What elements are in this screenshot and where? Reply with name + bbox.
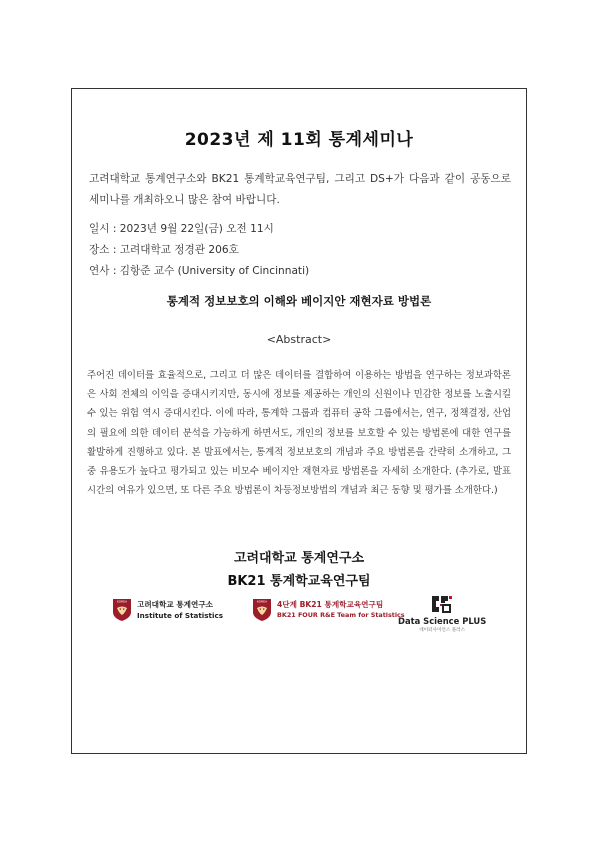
organizer-line-2: BK21 통계학교육연구팀 [227, 574, 371, 589]
bk21-team-logo [252, 599, 405, 621]
bk21-name-en: BK21 FOUR R&E Team for Statistics [277, 611, 405, 619]
korea-univ-tiger-crest-icon [112, 599, 132, 621]
korea-univ-tiger-crest-icon [252, 599, 272, 621]
ios-name-ko: 고려대학교 통계연구소 [137, 600, 213, 609]
ds-name-ko: 데이터사이언스 플러스 [419, 628, 466, 633]
intro-paragraph: 고려대학교 통계연구소와 BK21 통계학교육연구팀, 그리고 DS+가 다음과 같이 공동으로 세미나를 개최하오니 많은 참여 바랍니다. [89, 173, 511, 206]
notice-frame [71, 88, 527, 754]
bk21-name-ko: 4단계 BK21 통계학교육연구팀 [277, 600, 384, 609]
data-science-plus-logo [398, 594, 486, 633]
abstract-heading: <Abstract> [266, 333, 332, 346]
place-line: 장소 : 고려대학교 정경관 206호 [89, 244, 239, 256]
date-line: 일시 : 2023년 9월 22일(금) 오전 11시 [89, 223, 274, 235]
ios-name-en: Institute of Statistics [137, 611, 223, 620]
ds-plus-mark-icon [430, 594, 454, 614]
institute-of-statistics-logo [112, 599, 223, 621]
abstract-body: 주어진 데이터를 효율적으로, 그리고 더 많은 데이터를 결합하여 이용하는 방법을 연구하는 정보과학론은 사회 전체의 이익을 증대시키지만, 동시에 정보를 제공하는 개인의 신원이나 민감한 정보를 노출시킬 수 있는 위험 역시 증대시킨다. 이에 따라, 통계학 그룹과 컴퓨터 공학 그룹에서는, 연구, 정책결정, 산업의 필요에 의한 데이터 분석을 가능하게 하면서도, 개인의 정보를 보호할 수 있는 방법론에 대한 연구를 활발하게 진행하고 있다. 본 발표에서는, 통계적 정보보호의 개념과 주요 방법론을 간략히 소개하고, 그 중 유용도가 높다고 평가되고 있는 비모수 베이지안 재현자료 방법론을 자세히 소개한다. (추가로, 발표시간의 여유가 있으면, 또 다른 주요 방법론이 차등정보방법의 개념과 최근 동향 및 평가를 소개한다.) [87, 370, 511, 497]
ds-name-en: Data Science PLUS [398, 616, 487, 626]
talk-title: 통계적 정보보호의 이해와 베이지안 재현자료 방법론 [166, 294, 432, 308]
crest-text: KOREA [116, 599, 128, 604]
page-title: 2023년 제 11회 통계세미나 [184, 130, 414, 150]
speaker-line: 연사 : 김항준 교수 (University of Cincinnati) [89, 265, 310, 277]
organizer-line-1: 고려대학교 통계연구소 [233, 551, 365, 566]
event-info [89, 219, 309, 282]
crest-text: KOREA [256, 599, 268, 604]
